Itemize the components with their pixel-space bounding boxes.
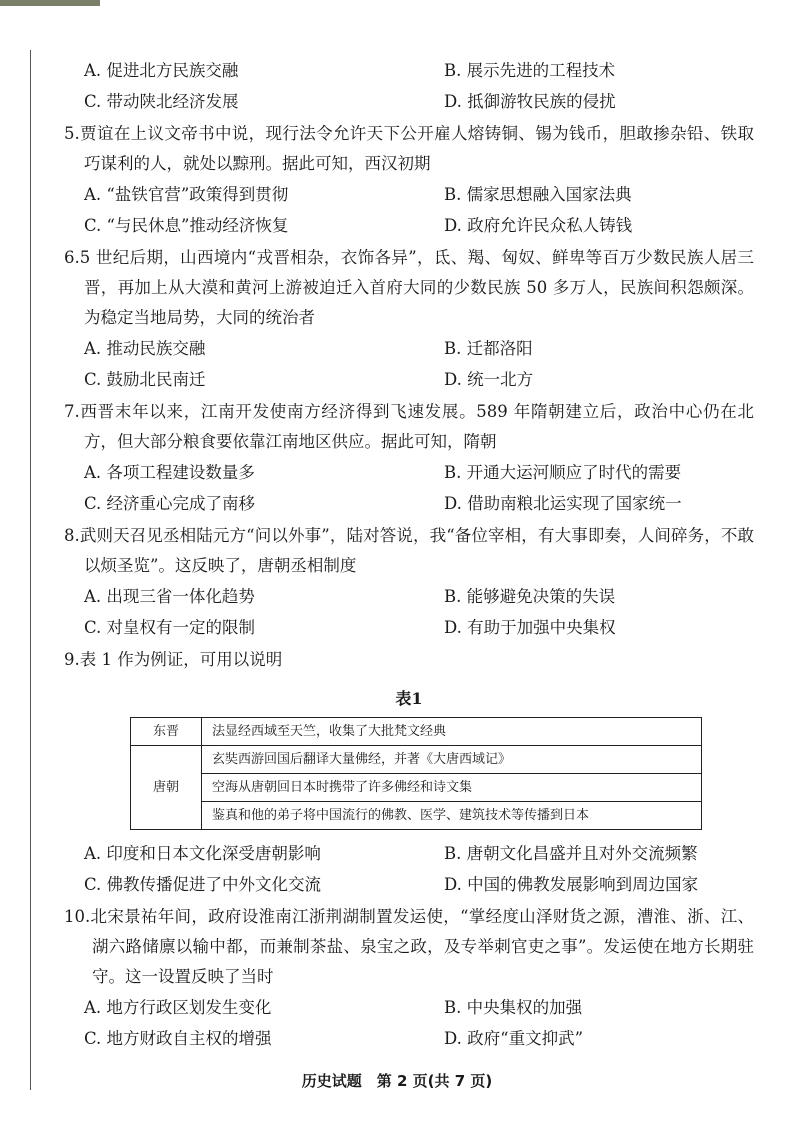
q5-option-c: C. “与民休息”推动经济恢复 [84,215,289,235]
q7-option-c: C. 经济重心完成了南移 [84,493,256,513]
q9-option-c: C. 佛教传播促进了中外文化交流 [84,874,322,894]
q5-options-row-2 [64,210,754,241]
table-event-cell: 法显经西域至天竺，收集了大批梵文经典 [202,718,702,746]
table-era-cell: 唐朝 [131,746,202,830]
q6-options-row-1 [64,333,754,364]
table-event-cell: 空海从唐朝回日本时携带了许多佛经和诗文集 [202,774,702,802]
q9-option-b: B. 唐朝文化昌盛并且对外交流频繁 [444,843,698,863]
question-9 [64,645,754,675]
q4-option-d: D. 抵御游牧民族的侵扰 [444,91,616,111]
question-number: 5. [64,124,80,143]
page-footer: 历史试题 第 2 页(共 7 页) [301,1072,493,1090]
question-number: 9. [64,650,80,669]
q10-option-b: B. 中央集权的加强 [444,997,583,1017]
question-stem: 5 世纪后期，山西境内“戎晋相杂，衣饰各异”，氐、羯、匈奴、鲜卑等百万少数民族人居三晋，再加上从大漠和黄河上游被迫迁入首府大同的少数民族 50 多万人，民族间积怨颇深。为稳定当地局势，大同的统治者 [79,248,754,327]
q7-option-d: D. 借助南粮北运实现了国家统一 [444,493,682,513]
q6-option-c: C. 鼓励北民南迁 [84,369,206,389]
q4-options-row-2 [64,86,754,117]
table-row [131,718,702,746]
question-stem: 贾谊在上议文帝书中说，现行法令允许天下公开雇人熔铸铜、锡为钱币，胆敢掺杂铅、铁取巧谋利的人，就处以黥刑。据此可知，西汉初期 [79,124,754,173]
table-event-cell: 玄奘西游回国后翻译大量佛经，并著《大唐西域记》 [202,746,702,774]
binding-margin-line [30,50,31,1090]
question-number: 6. [64,248,80,267]
q4-options-row-1 [64,55,754,86]
question-stem: 北宋景祐年间，政府设淮南江浙荆湖制置发运使，“掌经度山泽财货之源，漕淮、浙、江、湖六路储廪以输中都，而兼制茶盐、泉宝之政，及专举刺官吏之事”。发运使在地方长期驻守。这一设置反映了当时 [90,907,754,986]
q4-option-c: C. 带动陕北经济发展 [84,91,239,111]
q8-option-d: D. 有助于加强中央集权 [444,617,616,637]
q6-option-a: A. 推动民族交融 [84,338,206,358]
table-1 [130,717,702,830]
q9-options-row-1 [64,838,754,869]
q10-option-c: C. 地方财政自主权的增强 [84,1028,272,1048]
q9-option-a: A. 印度和日本文化深受唐朝影响 [84,843,321,863]
q8-option-b: B. 能够避免决策的失误 [444,586,616,606]
q4-option-a: A. 促进北方民族交融 [84,60,239,80]
question-6 [64,243,754,333]
question-7 [64,397,754,457]
question-8 [64,521,754,581]
scan-edge-mark [0,0,100,6]
q10-options-row-1 [64,992,754,1023]
q8-option-c: C. 对皇权有一定的限制 [84,617,256,637]
page-content [64,55,754,1054]
table-era-cell: 东晋 [131,718,202,746]
q10-option-a: A. 地方行政区划发生变化 [84,997,272,1017]
question-stem: 西晋末年以来，江南开发使南方经济得到飞速发展。589 年隋朝建立后，政治中心仍在北方，但大部分粮食要依靠江南地区供应。据此可知，隋朝 [79,402,754,451]
question-10 [64,902,754,992]
table-row [131,802,702,830]
q4-option-b: B. 展示先进的工程技术 [444,60,616,80]
q6-option-b: B. 迁都洛阳 [444,338,533,358]
q10-options-row-2 [64,1023,754,1054]
q9-option-d: D. 中国的佛教发展影响到周边国家 [444,874,699,894]
question-stem: 武则天召见丞相陆元方“问以外事”，陆对答说，我“备位宰相，有大事即奏，人间碎务，不敢以烦圣览”。这反映了，唐朝丞相制度 [79,526,754,575]
question-number: 8. [64,526,80,545]
q7-option-a: A. 各项工程建设数量多 [84,462,255,482]
q8-options-row-1 [64,581,754,612]
table-row [131,774,702,802]
table-row [131,746,702,774]
q7-options-row-2 [64,488,754,519]
q10-option-d: D. 政府“重文抑武” [444,1028,584,1048]
q5-options-row-1 [64,179,754,210]
q6-options-row-2 [64,364,754,395]
question-number: 10. [64,907,91,926]
q5-option-a: A. “盐铁官营”政策得到贯彻 [84,184,289,204]
q8-option-a: A. 出现三省一体化趋势 [84,586,255,606]
q6-option-d: D. 统一北方 [444,369,534,389]
q5-option-b: B. 儒家思想融入国家法典 [444,184,632,204]
question-number: 7. [64,402,80,421]
q8-options-row-2 [64,612,754,643]
question-5 [64,119,754,179]
q9-options-row-2 [64,869,754,900]
q7-options-row-1 [64,457,754,488]
question-stem: 表 1 作为例证，可用以说明 [79,650,283,669]
table-event-cell: 鉴真和他的弟子将中国流行的佛教、医学、建筑技术等传播到日本 [202,802,702,830]
q5-option-d: D. 政府允许民众私人铸钱 [444,215,633,235]
table-1-title: 表1 [395,689,423,708]
q7-option-b: B. 开通大运河顺应了时代的需要 [444,462,682,482]
